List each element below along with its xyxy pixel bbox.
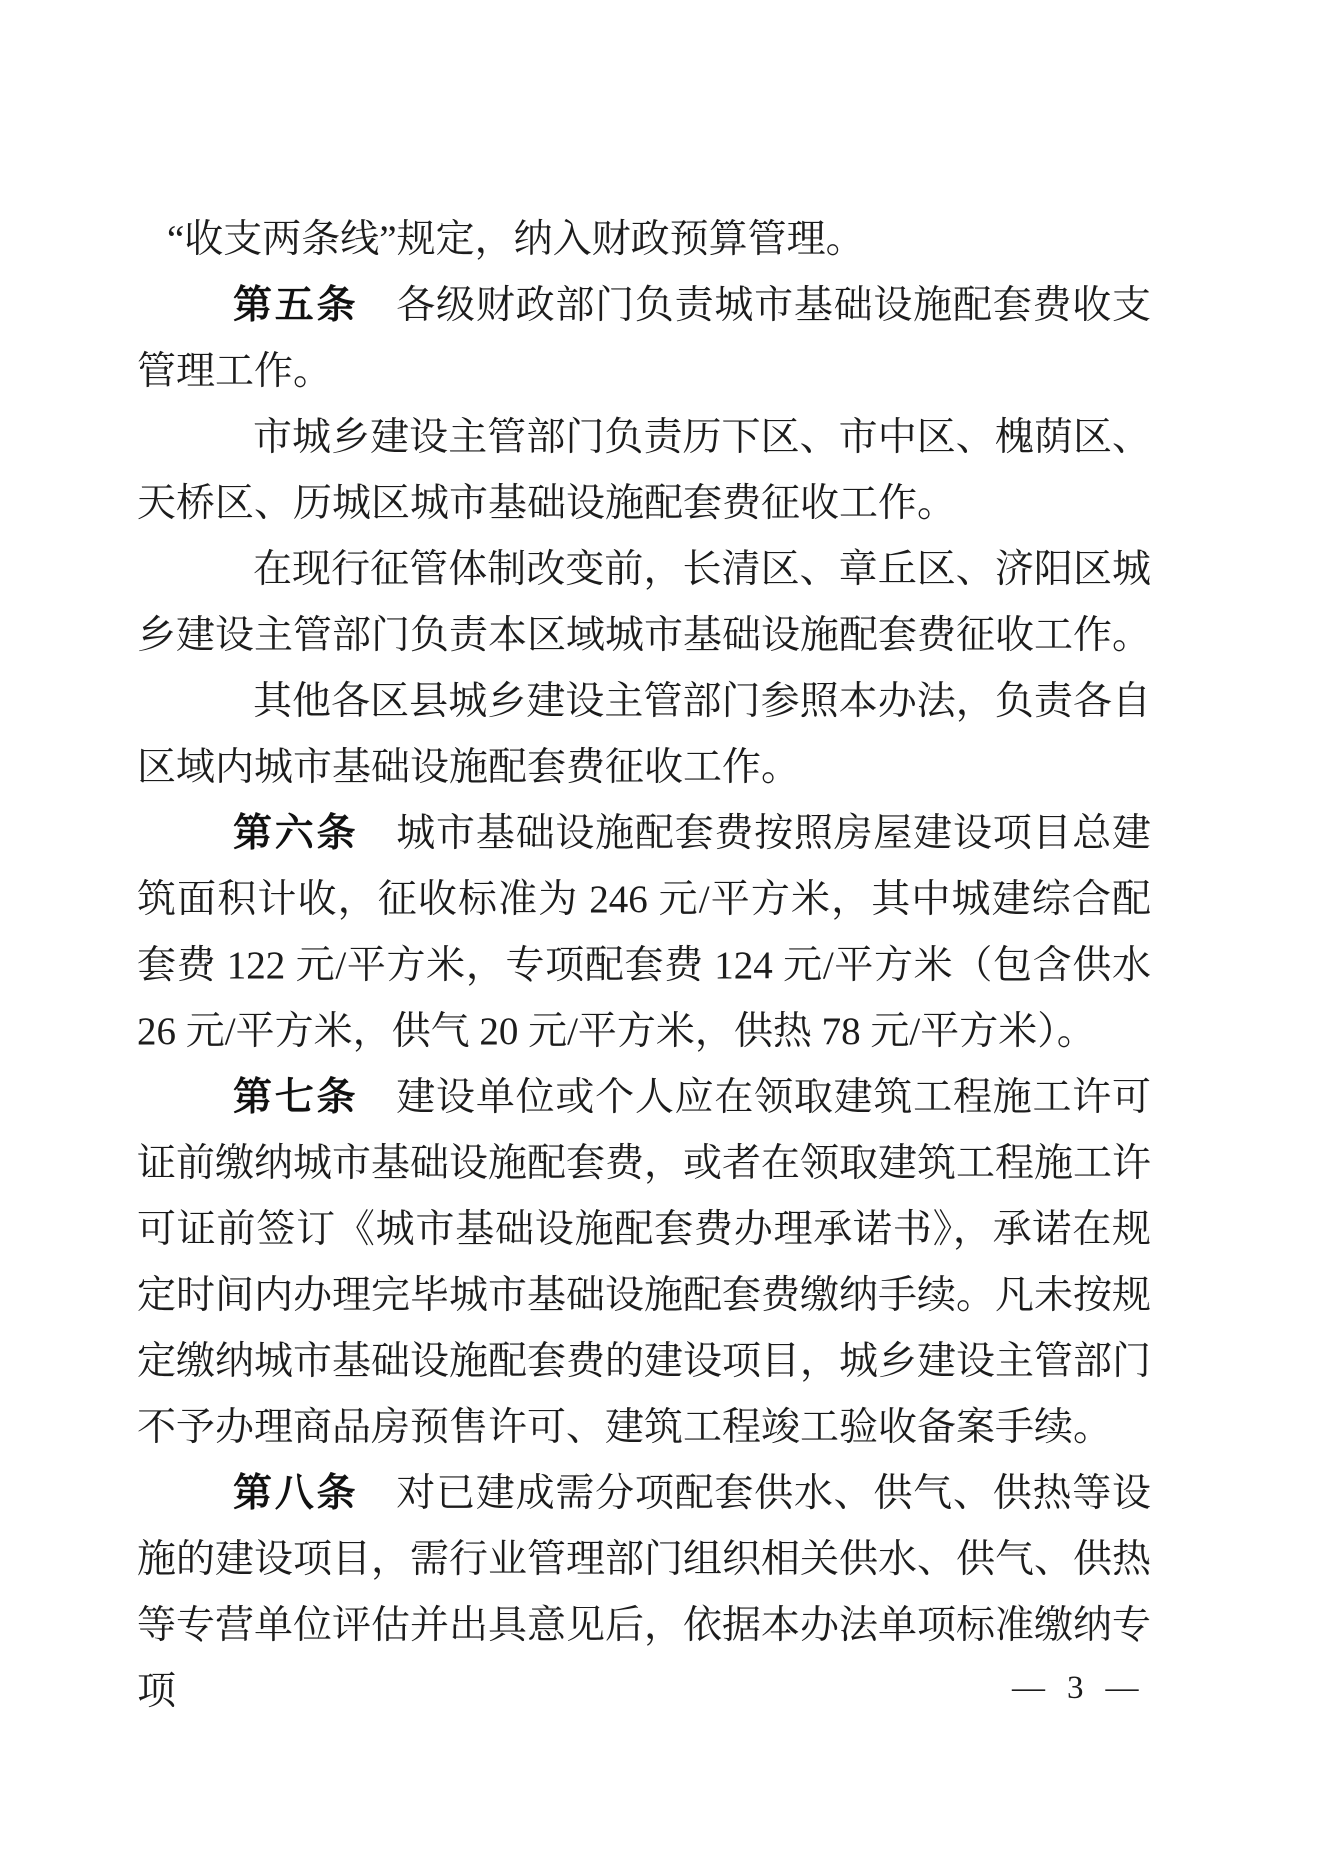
article-6-number: 第六条 [233,812,359,855]
page-footer [1012,1668,1139,1708]
paragraph-text: 市城乡建设主管部门负责历下区、市中区、槐荫区、天桥区、历城区城市基础设施配套费征收工作。 [137,416,1151,525]
article-5-number: 第五条 [233,284,359,327]
article-6-text: 城市基础设施配套费按照房屋建设项目总建筑面积计收，征收标准为 246 元/平方米，其中城建综合配套费 122 元/平方米，专项配套费 124 元/平方米（包含供水 26 元/平方米，供气 20 元/平方米，供热 78 元/平方米）。 [137,812,1151,1053]
paragraph-city-districts [137,405,1151,537]
paragraph-article-5 [137,273,1151,405]
page-number: 3 [1067,1670,1084,1706]
article-8-number: 第八条 [233,1472,359,1515]
document-body [137,207,1151,1725]
paragraph-other-districts [137,669,1151,801]
paragraph-text: “收支两条线”规定，纳入财政预算管理。 [167,218,865,261]
paragraph-text: 其他各区县城乡建设主管部门参照本办法，负责各自区域内城市基础设施配套费征收工作。 [137,680,1151,789]
paragraph-text: 在现行征管体制改变前，长清区、章丘区、济阳区城乡建设主管部门负责本区域城市基础设施配套费征收工作。 [137,548,1152,657]
paragraph-article-6 [137,801,1151,1065]
footer-dash-right: — [1105,1670,1139,1706]
article-7-number: 第七条 [233,1076,359,1119]
paragraph-article-8 [137,1461,1151,1725]
article-8-text: 对已建成需分项配套供水、供气、供热等设施的建设项目，需行业管理部门组织相关供水、供气、供热等专营单位评估并出具意见后，依据本办法单项标准缴纳专项 [137,1472,1152,1713]
article-5-text: 各级财政部门负责城市基础设施配套费收支管理工作。 [137,284,1151,393]
footer-dash-left: — [1012,1670,1045,1706]
paragraph-continuation [137,207,1151,273]
paragraph-article-7 [137,1065,1151,1461]
paragraph-current-system [137,537,1151,669]
article-7-text: 建设单位或个人应在领取建筑工程施工许可证前缴纳城市基础设施配套费，或者在领取建筑工程施工许可证前签订《城市基础设施配套费办理承诺书》，承诺在规定时间内办理完毕城市基础设施配套费缴纳手续。凡未按规定缴纳城市基础设施配套费的建设项目，城乡建设主管部门不予办理商品房预售许可、建筑工程竣工验收备案手续。 [137,1076,1152,1449]
